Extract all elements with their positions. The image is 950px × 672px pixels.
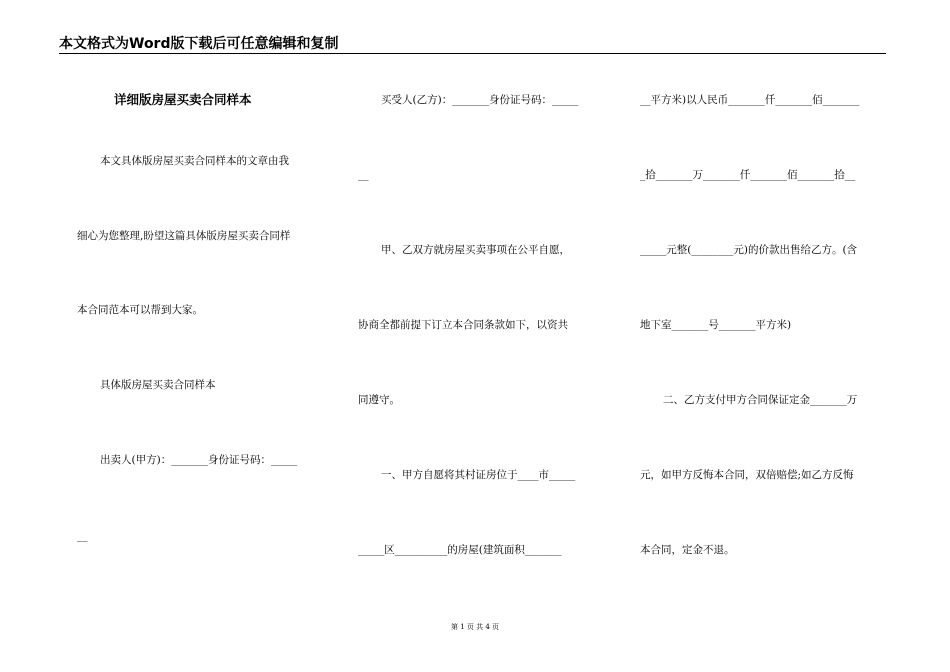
clause-two-line: 元，如甲方反悔本合同，双倍赔偿;如乙方反悔 (640, 469, 854, 481)
paragraph-line: 本文具体版房屋买卖合同样本的文章由我 (100, 155, 289, 167)
header-divider (59, 53, 886, 54)
buyer-line: 买受人(乙方)：_______身份证号码：_____ (381, 94, 579, 106)
paragraph-line: 协商全都前提下订立本合同条款如下，以资共 (358, 319, 568, 331)
paragraph-line: 本合同范本可以帮到大家。 (77, 304, 203, 316)
paragraph-line: 细心为您整理,盼望这篇具体版房屋买卖合同样 (77, 230, 291, 242)
seller-line: 出卖人(甲方)：_______身份证号码：_____ (100, 454, 298, 466)
clause-one-line: 一、甲方自愿将其村证房位于____市_____ (381, 469, 576, 481)
seller-line-continued: __ (77, 530, 88, 542)
clause-one-line: 地下室_______号_______平方米) (640, 319, 792, 331)
clause-one-line: _____区__________的房屋(建筑面积_______ (358, 544, 562, 556)
clause-one-line: _拾_______万_______仟_______佰_______拾__ (640, 169, 856, 181)
clause-two-line: 二、乙方支付甲方合同保证定金_______万 (663, 394, 858, 406)
clause-one-line: _____元整(________元)的价款出售给乙方。(含 (640, 244, 858, 256)
clause-one-line: __平方米)以人民币_______仟_______佰_______ (640, 94, 860, 106)
page-number: 第 1 页 共 4 页 (450, 623, 500, 631)
document-title: 详细版房屋买卖合同样本 (114, 92, 252, 107)
document-header-banner: 本文格式为Word版下载后可任意编辑和复制 (59, 36, 339, 52)
paragraph-line: 同遵守。 (358, 394, 400, 406)
section-heading: 具体版房屋买卖合同样本 (100, 379, 216, 391)
clause-two-line: 本合同，定金不退。 (640, 544, 735, 556)
buyer-line-continued: __ (358, 169, 369, 181)
paragraph-line: 甲、乙双方就房屋买卖事项在公平自愿， (381, 244, 570, 256)
